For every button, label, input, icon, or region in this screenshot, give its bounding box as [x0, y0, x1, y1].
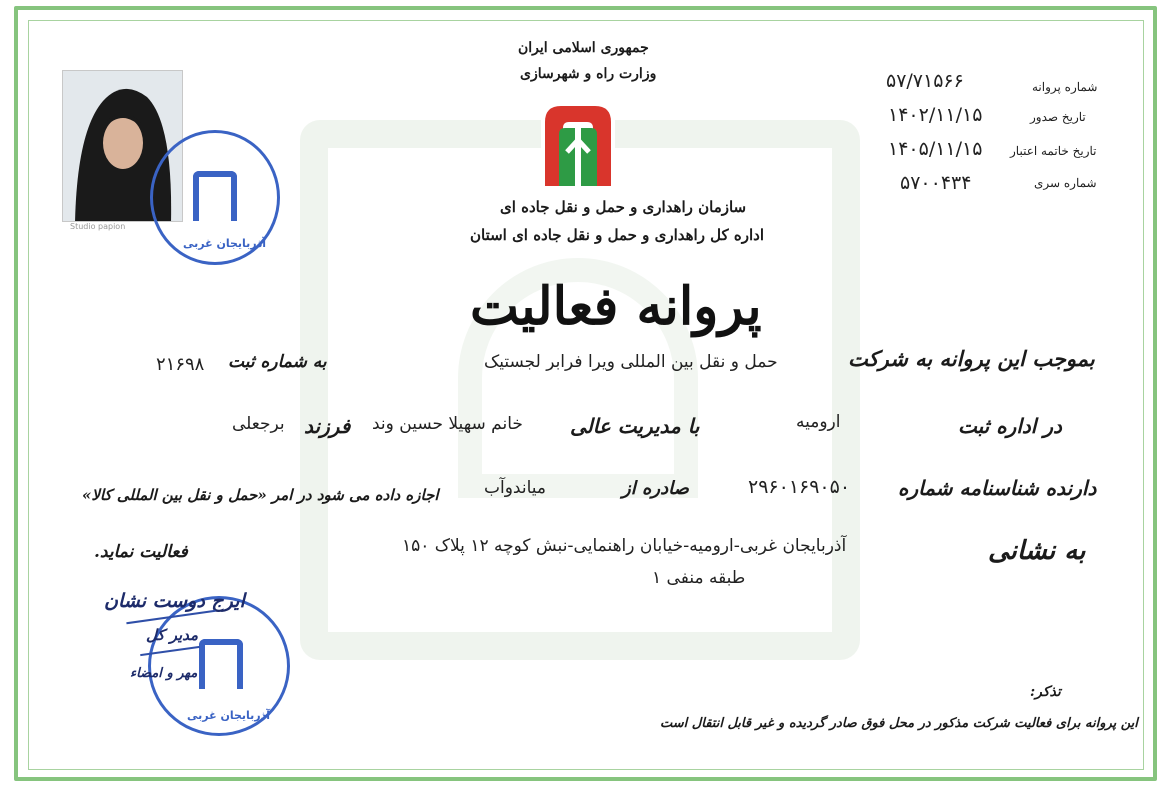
- license-number-label: شماره پروانه: [1032, 80, 1098, 94]
- department-heading: اداره کل راهداری و حمل و نقل جاده ای استان: [470, 226, 765, 244]
- father-name: برجعلی: [232, 414, 285, 434]
- seal-label: مهر و امضاء: [130, 666, 198, 681]
- document-title: پروانه فعالیت: [470, 276, 762, 337]
- id-number-label: دارنده شناسنامه شماره: [898, 476, 1097, 500]
- official-stamp-top: [150, 130, 280, 265]
- registration-number: ۲۱۶۹۸: [156, 354, 205, 375]
- notes-text: این پروانه برای فعالیت شرکت مذکور در محل فوق صادر گردیده و غیر قابل انتقال است: [660, 716, 1138, 731]
- organization-heading: سازمان راهداری و حمل و نقل جاده ای: [500, 198, 747, 216]
- road-transport-logo: [537, 100, 619, 190]
- stamp-region-top: آذربایجان غربی: [183, 237, 267, 250]
- republic-heading: جمهوری اسلامی ایران: [518, 40, 649, 56]
- signatory-name: ایرج دوست نشان: [104, 590, 245, 612]
- ministry-heading: وزارت راه و شهرسازی: [520, 66, 657, 82]
- activity-text: فعالیت نماید.: [94, 542, 188, 562]
- registration-office: ارومیه: [796, 412, 841, 432]
- expiry-date-label: تاریخ خاتمه اعتبار: [1010, 144, 1097, 158]
- permission-text: اجازه داده می شود در امر «حمل و نقل بین المللی کالا»: [82, 486, 439, 504]
- issued-from: میاندوآب: [484, 478, 547, 498]
- issue-date: ۱۴۰۲/۱۱/۱۵: [888, 104, 983, 126]
- father-name-label: فرزند: [304, 414, 351, 438]
- registration-office-label: در اداره ثبت: [958, 414, 1062, 438]
- address-line-1: آذربایجان غربی-ارومیه-خیابان راهنمایی-نبش کوچه ۱۲ پلاک ۱۵۰: [402, 536, 847, 556]
- serial-label: شماره سری: [1034, 176, 1097, 190]
- ceo-name: خانم سهیلا حسین وند: [372, 414, 523, 434]
- registration-number-label: به شماره ثبت: [228, 352, 327, 372]
- company-name: حمل و نقل بین المللی ویرا فرابر لجستیک: [484, 352, 778, 372]
- license-number: ۵۷/۷۱۵۶۶: [886, 70, 964, 92]
- photo-caption: Studio papion: [70, 222, 126, 231]
- signatory-title: مدیر کل: [146, 626, 199, 644]
- stamp-logo-icon: [193, 171, 237, 221]
- stamp-logo-icon: [199, 639, 243, 689]
- stamp-region-bottom: آذربایجان غربی: [187, 709, 271, 722]
- expiry-date: ۱۴۰۵/۱۱/۱۵: [888, 138, 983, 160]
- notes-label: تذکر:: [1030, 684, 1061, 700]
- issue-date-label: تاریخ صدور: [1030, 110, 1086, 124]
- address-line-2: طبقه منفی ۱: [652, 568, 746, 588]
- issued-from-label: صادره از: [622, 478, 689, 499]
- serial-number: ۵۷۰۰۴۳۴: [900, 172, 972, 194]
- address-label: به نشانی: [988, 536, 1086, 566]
- ceo-label: با مدیریت عالی: [570, 414, 700, 438]
- company-label: بموجب این پروانه به شرکت: [848, 346, 1095, 371]
- id-number: ۲۹۶۰۱۶۹۰۵۰: [748, 476, 851, 498]
